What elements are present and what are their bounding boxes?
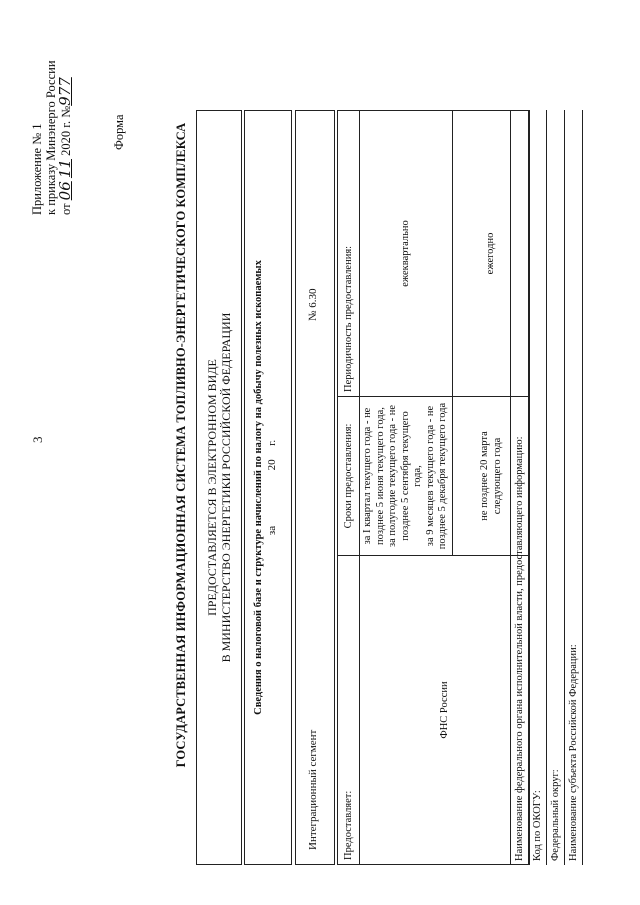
deadline-line: за полугодие текущего года - не (387, 404, 398, 548)
report-title: Сведения о налоговой базе и структуре начислений по налогу на добычу полезных ископаемых (253, 260, 264, 715)
presented-box (196, 110, 242, 865)
deadline-line: следующего года (491, 437, 503, 515)
header-periodicity: Периодичность предоставления: (338, 111, 360, 397)
segment-label: Интеграционный сегмент (307, 729, 319, 850)
footer-field-okogu: Код по ОКОГУ: (529, 110, 547, 865)
footer-field-authority: Наименование федерального органа исполнительной власти, предоставляющего информацию: (510, 110, 529, 865)
submission-table (337, 110, 530, 865)
footer-field-district: Федеральный округ: (547, 110, 565, 865)
deadline-line: за I квартал текущего года - не (362, 407, 373, 545)
annex-prefix: от (59, 203, 73, 215)
footer-fields (510, 110, 583, 865)
annex-year: 2020 г. № (59, 105, 73, 156)
period-suffix: г. (266, 439, 278, 446)
form-label: Форма (112, 114, 126, 150)
deadline-line: за 9 месяцев текущего года - не (424, 405, 436, 547)
report-period (266, 111, 278, 864)
periodicity-cell: ежегодно (452, 111, 529, 397)
deadline-line: не позднее 20 марта (478, 431, 490, 521)
deadline-cell (360, 397, 453, 556)
presented-line1: ПРЕДОСТАВЛЯЕТСЯ В ЭЛЕКТРОННОМ ВИДЕ (205, 359, 219, 616)
table-row (360, 111, 453, 865)
annex-line2: к приказу Минэнерго России (44, 60, 58, 215)
presented-line2: В МИНИСТЕРСТВО ЭНЕРГЕТИКИ РОССИЙСКОЙ ФЕДЕРАЦИИ (219, 312, 233, 663)
deadline-line: позднее 5 июня текущего года, (374, 407, 386, 545)
handwritten-month: 11 (56, 159, 74, 179)
system-title: ГОСУДАРСТВЕННАЯ ИНФОРМАЦИОННАЯ СИСТЕМА ТОПЛИВНО-ЭНЕРГЕТИЧЕСКОГО КОМПЛЕКСА (174, 122, 188, 768)
periodicity-cell: ежеквартально (360, 111, 453, 397)
table-header-row (338, 111, 360, 865)
header-deadlines: Сроки предоставления: (338, 397, 360, 556)
period-year: 20 (266, 459, 278, 471)
report-box (244, 110, 292, 865)
deadline-line: позднее 5 сентября текущего года, (399, 411, 423, 541)
deadline-line: позднее 5 декабря текущего года (437, 402, 448, 550)
segment-number: № 6.30 (307, 288, 319, 321)
handwritten-day: 06 (56, 181, 74, 201)
provider-cell: ФНС России (360, 556, 530, 865)
annex-line3 (58, 15, 73, 215)
handwritten-number: 977 (56, 77, 74, 106)
annex-line1: Приложение № 1 (30, 123, 44, 215)
header-provider: Предоставляет: (338, 556, 360, 865)
page-number: 3 (30, 436, 45, 443)
annex-header (30, 15, 73, 215)
period-prefix: за (266, 525, 278, 536)
footer-field-region: Наименование субъекта Российской Федерации: (565, 110, 583, 865)
